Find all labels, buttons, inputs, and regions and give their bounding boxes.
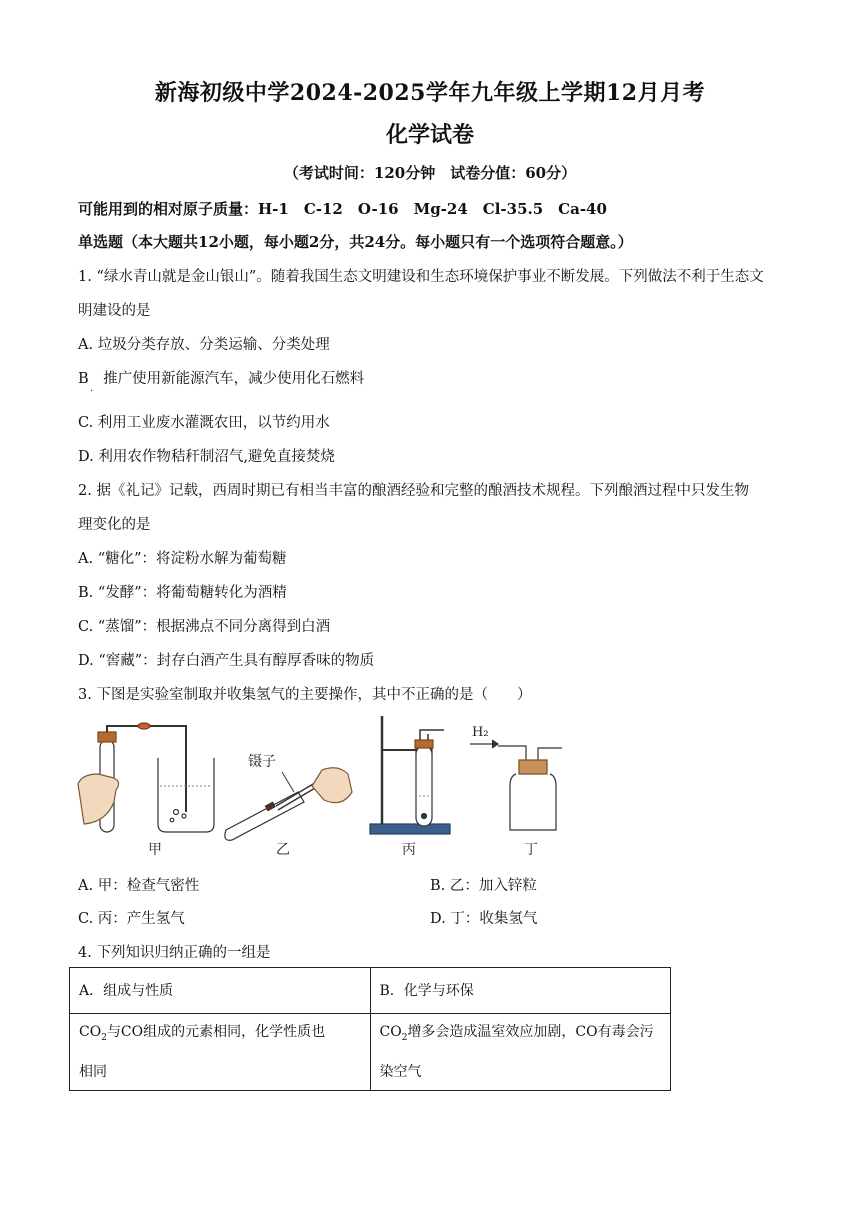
- q1-stem-line1: 1. “绿水青山就是金山银山”。随着我国生态文明建设和生态环境保护事业不断发展。下列做法不利于生态文: [78, 269, 764, 285]
- label-yi: 乙: [276, 842, 290, 858]
- label-tweezers: 镊子: [248, 754, 276, 770]
- label-h2: H₂: [472, 725, 489, 740]
- table-head-a: A．组成与性质: [70, 968, 371, 1014]
- cell-b-text1: 增多会造成温室效应加剧，CO有毒会污: [407, 1024, 654, 1041]
- q1-option-d: D. 利用农作物秸秆制沼气,避免直接焚烧: [78, 449, 335, 465]
- exam-subtitle: 化学试卷: [385, 122, 474, 148]
- q2-option-a: A. “糖化”：将淀粉水解为葡萄糖: [78, 551, 287, 567]
- cell-a-text1: 与CO组成的元素相同，化学性质也: [106, 1024, 326, 1041]
- q3-option-c: C. 丙：产生氢气: [78, 911, 185, 927]
- stray-dot: ·: [90, 386, 94, 397]
- q3-option-a: A. 甲：检查气密性: [78, 878, 200, 894]
- cell-b-subscript: 2: [401, 1032, 408, 1043]
- label-bing: 丙: [402, 842, 416, 858]
- setup-ding: [470, 725, 562, 830]
- q2-option-c: C. “蒸馏”：根据沸点不同分离得到白酒: [78, 619, 331, 635]
- q2-stem-line1: 2. 据《礼记》记载，西周时期已有相当丰富的酿酒经验和完整的酿酒技术规程。下列酿酒过程中只发生物: [78, 483, 749, 499]
- knowledge-table: [69, 967, 671, 1091]
- cell-a-formula: CO: [79, 1024, 102, 1041]
- q3-option-d: D. 丁：收集氢气: [430, 911, 538, 927]
- table-row: [70, 1014, 671, 1091]
- hydrogen-experiment-figure: [76, 712, 576, 860]
- q2-stem-line2: 理变化的是: [78, 517, 151, 533]
- q2-option-d: D. “窖藏”：封存白酒产生具有醇厚香味的物质: [78, 653, 375, 669]
- exam-title: 新海初级中学2024-2025学年九年级上学期12月月考: [154, 80, 706, 106]
- cell-a-text2: 相同: [79, 1063, 107, 1080]
- setup-yi: [225, 768, 352, 841]
- q3-stem: 3. 下图是实验室制取并收集氢气的主要操作，其中不正确的是（ ）: [78, 687, 532, 703]
- table-head-b: B．化学与环保: [370, 968, 671, 1014]
- table-cell-b: [370, 1014, 671, 1091]
- cell-b-formula: CO: [379, 1024, 402, 1041]
- setup-jia: [78, 723, 214, 832]
- q1-stem-line2: 明建设的是: [78, 303, 151, 319]
- table-cell-a: [70, 1014, 371, 1091]
- exam-info: （考试时间：120分钟 试卷分值：60分）: [283, 164, 577, 182]
- atomic-mass-line: 可能用到的相对原子质量：H-1 C-12 O-16 Mg-24 Cl-35.5 Ca-40: [78, 200, 607, 218]
- q1-option-c: C. 利用工业废水灌溉农田，以节约用水: [78, 415, 330, 431]
- section-heading: 单选题（本大题共12小题，每小题2分，共24分。每小题只有一个选项符合题意。）: [78, 233, 633, 251]
- q1-option-b: B 推广使用新能源汽车，减少使用化石燃料: [78, 371, 365, 387]
- q4-stem: 4. 下列知识归纳正确的一组是: [78, 945, 271, 961]
- setup-bing: [370, 716, 450, 834]
- table-row: [70, 968, 671, 1014]
- q2-option-b: B. “发酵”：将葡萄糖转化为酒精: [78, 585, 287, 601]
- label-ding: 丁: [524, 842, 538, 858]
- cell-b-text2: 染空气: [379, 1063, 422, 1080]
- q1-option-a: A. 垃圾分类存放、分类运输、分类处理: [78, 337, 330, 353]
- label-jia: 甲: [148, 842, 162, 858]
- q3-option-b: B. 乙：加入锌粒: [430, 878, 537, 894]
- cell-a-subscript: 2: [101, 1032, 107, 1043]
